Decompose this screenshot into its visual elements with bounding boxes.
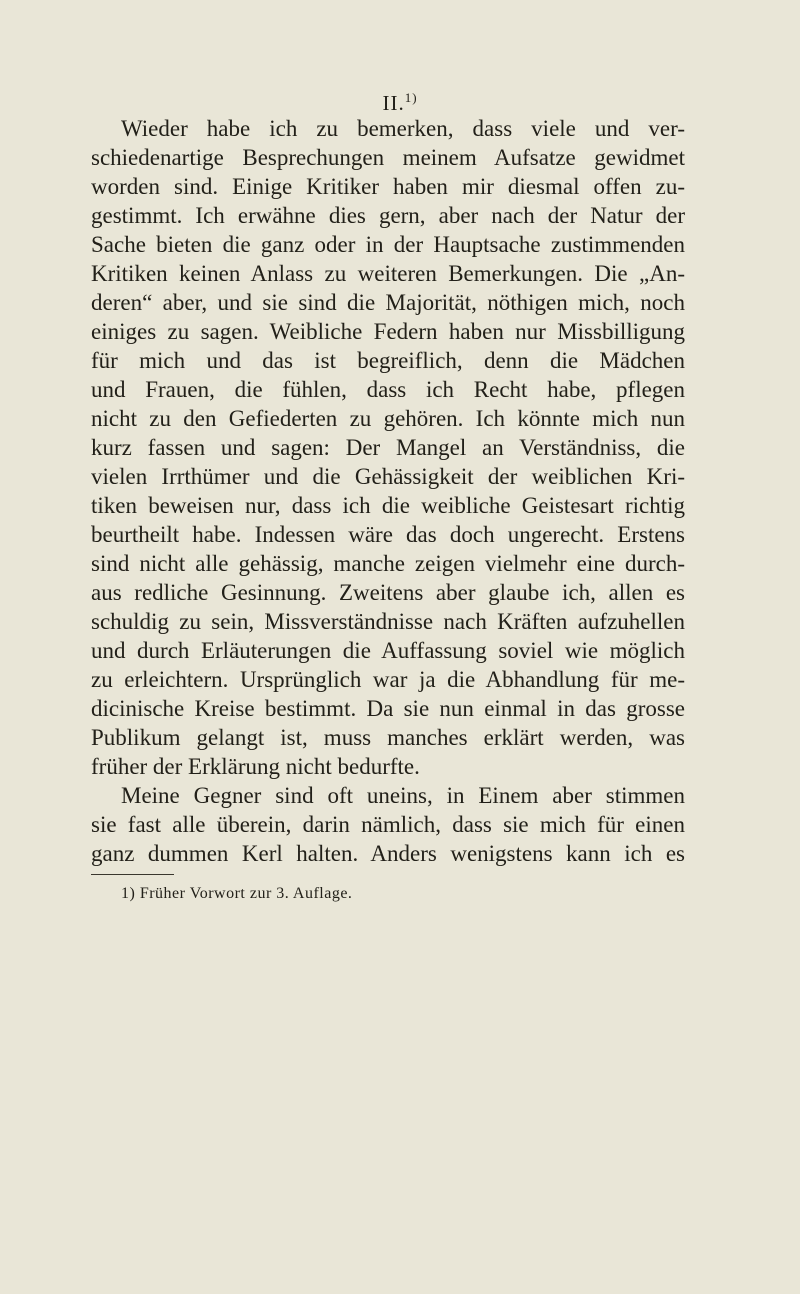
footnote-reference: 1) [404,90,418,105]
text-line: für mich und das ist begreiflich, denn die Mädchen [91,348,685,373]
text-line: Kritiken keinen Anlass zu weiteren Bemerkungen. Die „An- [91,261,685,286]
text-line: deren“ aber, und sie sind die Majorität, nöthigen mich, noch [91,290,685,315]
text-line: kurz fassen und sagen: Der Mangel an Verständniss, die [91,435,685,460]
text-line: schuldig zu sein, Missverständnisse nach Kräften aufzuhellen [91,609,685,634]
text-line: Sache bieten die ganz oder in der Hauptsache zustimmenden [91,232,685,257]
text-line: worden sind. Einige Kritiker haben mir diesmal offen zu- [91,174,685,199]
text-line: einiges zu sagen. Weibliche Federn haben nur Missbilligung [91,319,685,344]
text-line: und Frauen, die fühlen, dass ich Recht habe, pflegen [91,377,685,402]
text-line: zu erleichtern. Ursprünglich war ja die Abhandlung für me- [91,667,685,692]
text-line: beurtheilt habe. Indessen wäre das doch ungerecht. Erstens [91,522,685,547]
text-line: nicht zu den Gefiederten zu gehören. Ich könnte mich nun [91,406,685,431]
text-line: gestimmt. Ich erwähne dies gern, aber nach der Natur der [91,203,685,228]
text-line: sind nicht alle gehässig, manche zeigen vielmehr eine durch- [91,551,685,576]
text-line: ganz dummen Kerl halten. Anders wenigstens kann ich es [91,841,685,866]
text-line: sie fast alle überein, darin nämlich, dass sie mich für einen [91,812,685,837]
text-line: vielen Irrthümer und die Gehässigkeit der weiblichen Kri- [91,464,685,489]
text-line: Publikum gelangt ist, muss manches erklärt werden, was [91,725,685,750]
text-line: Wieder habe ich zu bemerken, dass viele und ver- [121,116,685,141]
chapter-numeral: II. [382,91,405,115]
footnote-divider [91,874,174,875]
text-line: schiedenartige Besprechungen meinem Aufsatze gewidmet [91,145,685,170]
text-line: früher der Erklärung nicht bedurfte. [91,754,420,779]
footnote: 1) Früher Vorwort zur 3. Auflage. [121,885,353,902]
text-line: aus redliche Gesinnung. Zweitens aber glaube ich, allen es [91,580,685,605]
text-line: Meine Gegner sind oft uneins, in Einem aber stimmen [121,783,685,808]
chapter-heading [0,84,800,117]
text-line: tiken beweisen nur, dass ich die weibliche Geistesart richtig [91,493,685,518]
text-line: und durch Erläuterungen die Auffassung soviel wie möglich [91,638,685,663]
text-line: dicinische Kreise bestimmt. Da sie nun einmal in das grosse [91,696,685,721]
